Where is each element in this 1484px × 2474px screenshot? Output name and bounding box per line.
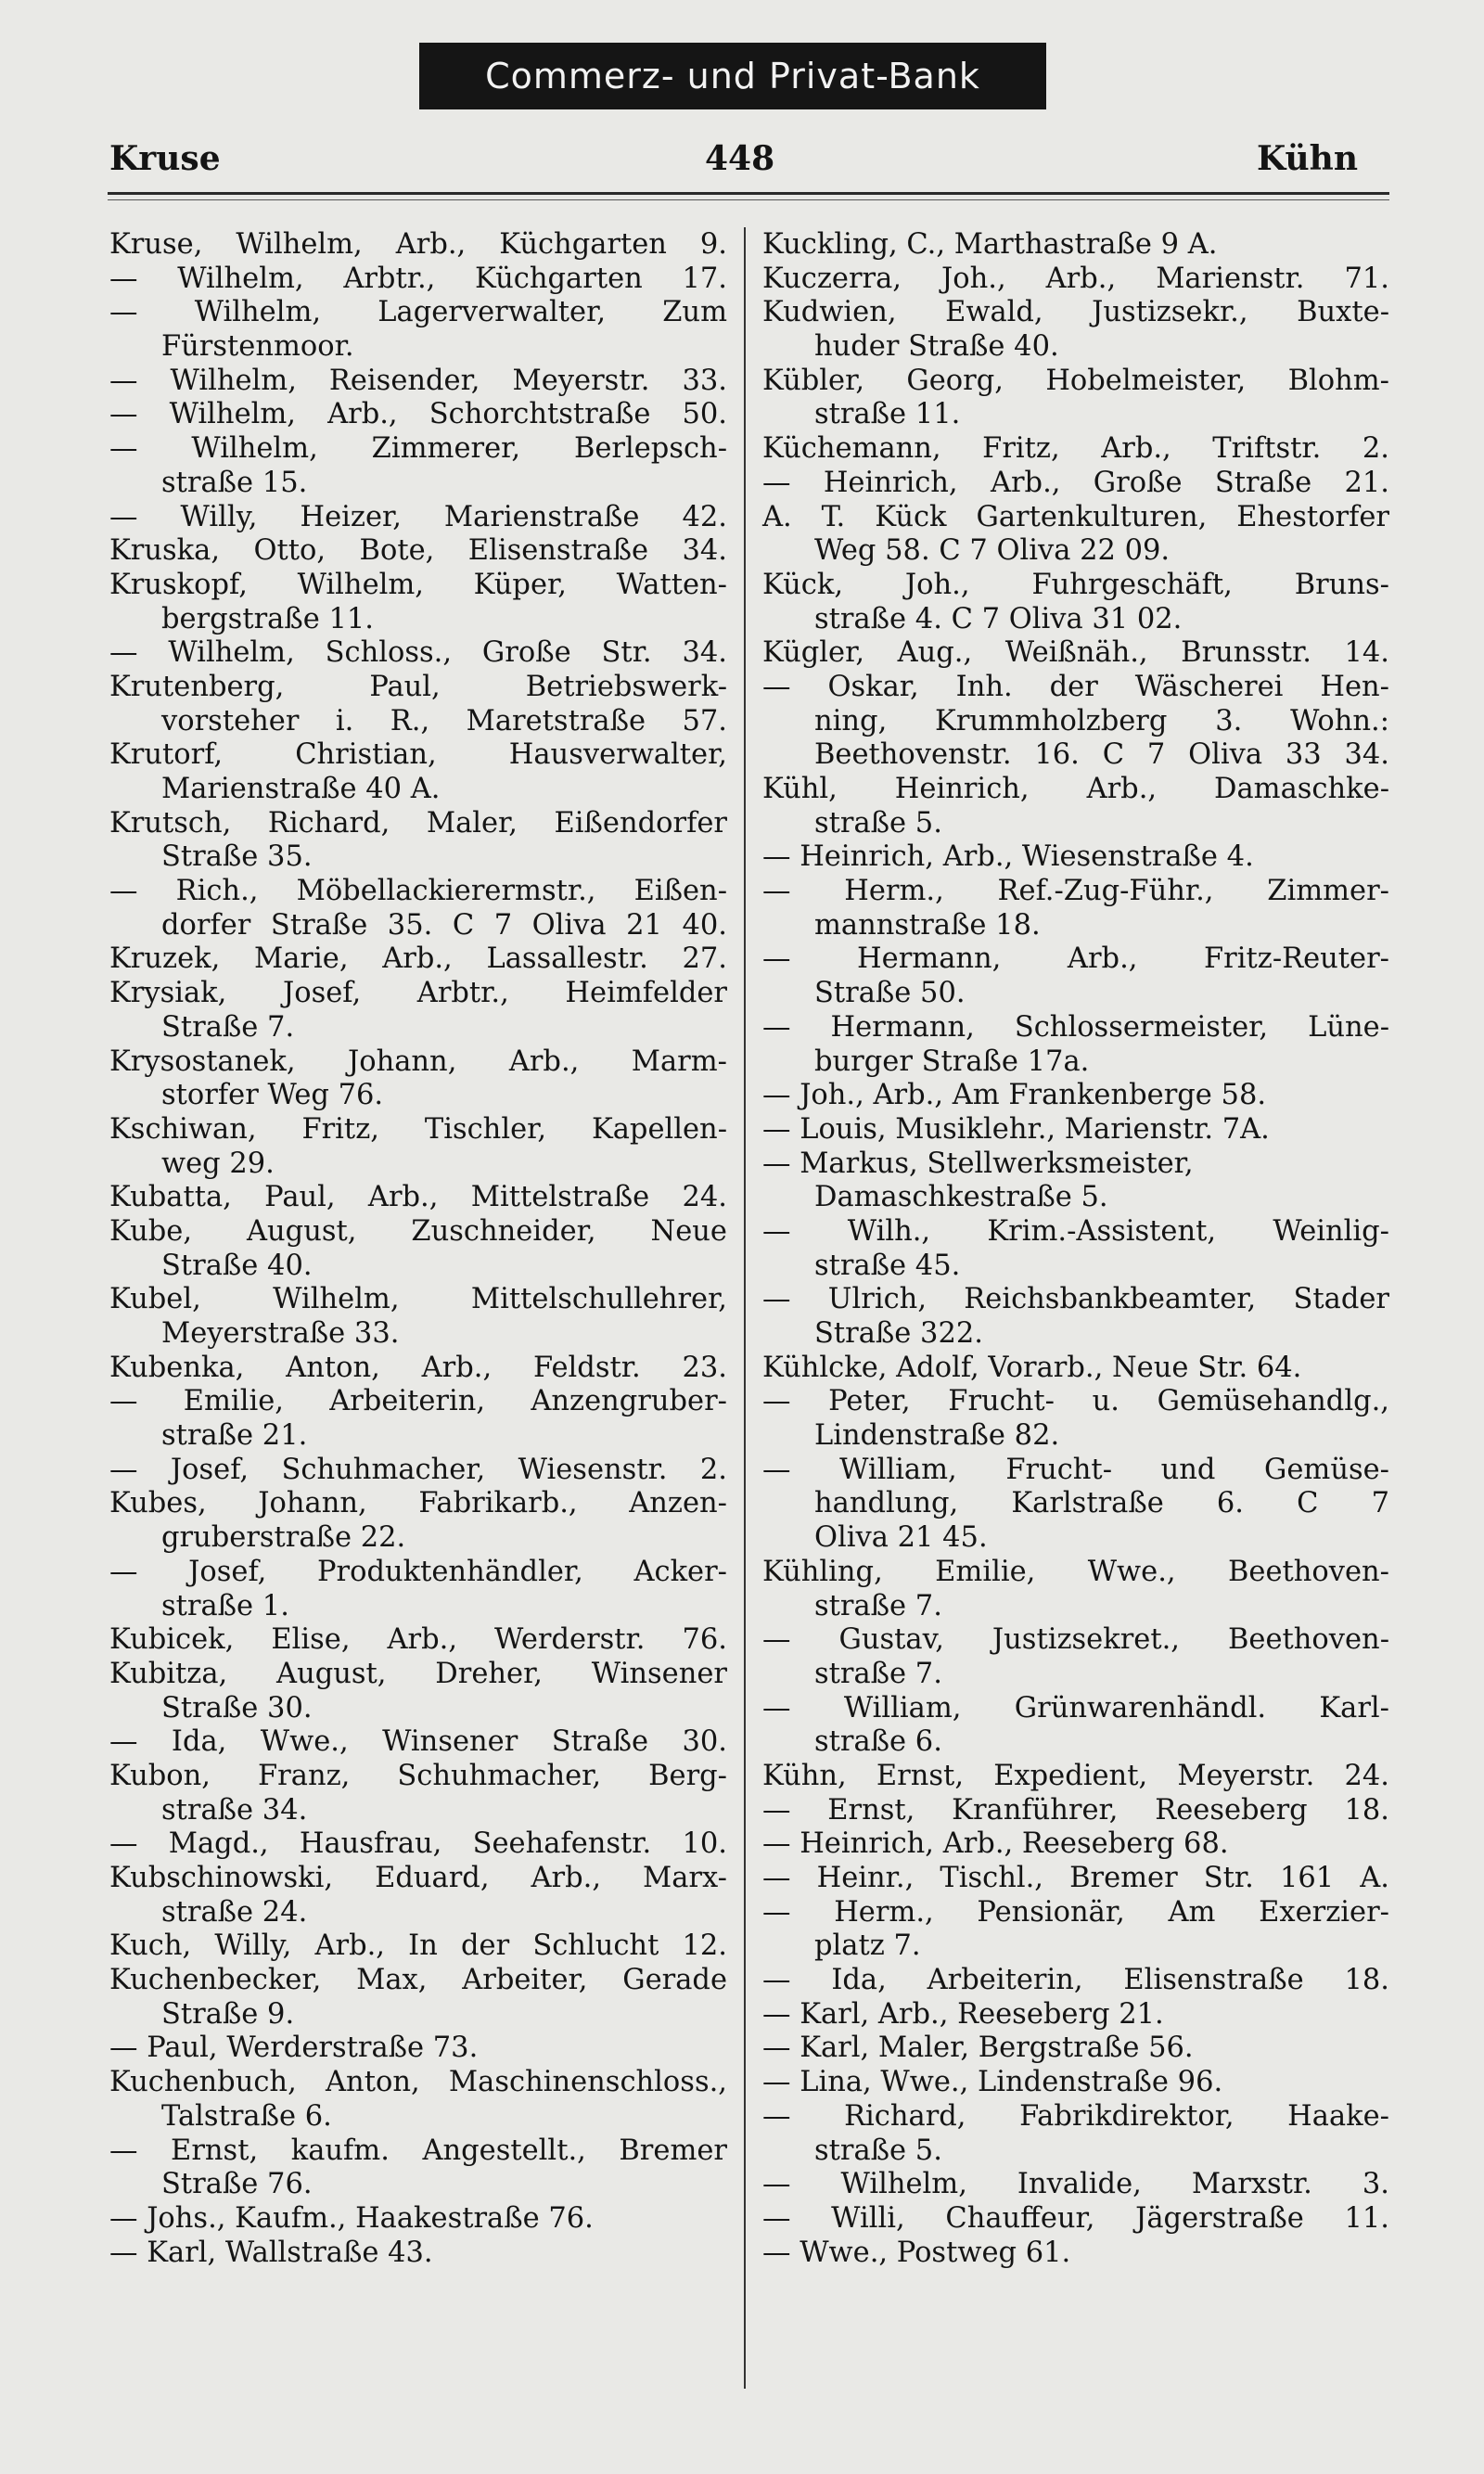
- header-rule: [108, 192, 1389, 195]
- directory-line: straße 11.: [814, 398, 961, 431]
- directory-line: — Karl, Wallstraße 43.: [109, 2236, 433, 2269]
- directory-line: — Ida, Wwe., Winsener Straße 30.: [109, 1725, 727, 1759]
- directory-line: straße 24.: [161, 1895, 308, 1929]
- directory-line: platz 7.: [814, 1929, 921, 1963]
- directory-line: Kube, August, Zuschneider, Neue: [109, 1214, 727, 1248]
- directory-line: Straße 35.: [161, 840, 313, 874]
- directory-line: Straße 50.: [814, 977, 966, 1010]
- directory-line: huder Straße 40.: [814, 330, 1059, 364]
- directory-line: Kübler, Georg, Hobelmeister, Blohm-: [762, 364, 1389, 397]
- bank-banner: Commerz- und Privat-Bank: [419, 43, 1046, 109]
- directory-line: — William, Frucht- und Gemüse-: [762, 1453, 1389, 1486]
- directory-line: — Magd., Hausfrau, Seehafenstr. 10.: [109, 1827, 727, 1861]
- directory-line: Straße 322.: [814, 1317, 983, 1350]
- directory-line: Marienstraße 40 A.: [161, 773, 441, 805]
- directory-line: — Wilhelm, Invalide, Marxstr. 3.: [762, 2168, 1389, 2201]
- directory-line: Straße 76.: [161, 2168, 313, 2201]
- directory-line: Kudwien, Ewald, Justizsekr., Buxte-: [762, 296, 1389, 329]
- left-column: [109, 228, 727, 2270]
- directory-line: Kück, Joh., Fuhrgeschäft, Bruns-: [762, 568, 1389, 601]
- directory-line: Straße 30.: [161, 1691, 313, 1724]
- header-right-keyword: Kühn: [1257, 139, 1359, 178]
- directory-line: — Karl, Maler, Bergstraße 56.: [762, 2032, 1194, 2065]
- directory-line: — Hermann, Arb., Fritz-Reuter-: [762, 942, 1389, 976]
- directory-line: Kubel, Wilhelm, Mittelschullehrer,: [109, 1283, 727, 1316]
- directory-line: straße 7.: [814, 1589, 942, 1622]
- directory-line: straße 34.: [161, 1793, 308, 1827]
- directory-line: Kuch, Willy, Arb., In der Schlucht 12.: [109, 1929, 727, 1963]
- directory-line: — Oskar, Inh. der Wäscherei Hen-: [762, 670, 1389, 703]
- right-column: [762, 228, 1389, 2270]
- directory-line: bergstraße 11.: [161, 602, 374, 635]
- directory-line: — Karl, Arb., Reeseberg 21.: [762, 1997, 1164, 2031]
- directory-line: Damaschkestraße 5.: [814, 1181, 1108, 1214]
- directory-line: Kubon, Franz, Schuhmacher, Berg-: [109, 1759, 727, 1792]
- directory-line: vorsteher i. R., Maretstraße 57.: [161, 704, 727, 737]
- directory-line: — Willi, Chauffeur, Jägerstraße 11.: [762, 2201, 1389, 2235]
- directory-line: burger Straße 17a.: [814, 1045, 1090, 1078]
- directory-line: Kschiwan, Fritz, Tischler, Kapellen-: [109, 1112, 727, 1146]
- directory-line: Kuczerra, Joh., Arb., Marienstr. 71.: [762, 262, 1389, 295]
- directory-line: Krutenberg, Paul, Betriebswerk-: [109, 670, 727, 703]
- directory-line: — Wilhelm, Lagerverwalter, Zum: [109, 296, 727, 329]
- directory-line: — Wilhelm, Arbtr., Küchgarten 17.: [109, 262, 727, 295]
- directory-line: — Wilhelm, Zimmerer, Berlepsch-: [109, 432, 727, 466]
- directory-line: — Wilhelm, Reisender, Meyerstr. 33.: [109, 364, 727, 397]
- directory-line: Kubicek, Elise, Arb., Werderstr. 76.: [109, 1623, 727, 1657]
- directory-line: straße 15.: [161, 466, 308, 499]
- header-left-keyword: Kruse: [109, 139, 221, 178]
- directory-line: — Ernst, kaufm. Angestellt., Bremer: [109, 2134, 727, 2167]
- directory-line: Kühlcke, Adolf, Vorarb., Neue Str. 64.: [762, 1351, 1302, 1384]
- directory-line: — Gustav, Justizsekret., Beethoven-: [762, 1623, 1389, 1657]
- directory-line: straße 6.: [814, 1725, 942, 1759]
- directory-line: — Hermann, Schlossermeister, Lüne-: [762, 1010, 1389, 1044]
- directory-line: Oliva 21 45.: [814, 1521, 988, 1555]
- directory-line: Kruse, Wilhelm, Arb., Küchgarten 9.: [109, 228, 727, 261]
- directory-line: straße 4. C 7 Oliva 31 02.: [814, 602, 1183, 635]
- directory-line: — Richard, Fabrikdirektor, Haake-: [762, 2099, 1389, 2133]
- directory-line: Kruska, Otto, Bote, Elisenstraße 34.: [109, 534, 727, 568]
- directory-line: — Ernst, Kranführer, Reeseberg 18.: [762, 1793, 1389, 1827]
- directory-line: — Wilhelm, Arb., Schorchtstraße 50.: [109, 398, 727, 431]
- directory-line: — Josef, Produktenhändler, Acker-: [109, 1555, 727, 1588]
- directory-line: — Heinrich, Arb., Reeseberg 68.: [762, 1827, 1229, 1861]
- directory-line: — William, Grünwarenhändl. Karl-: [762, 1691, 1389, 1724]
- directory-line: ning, Krummholzberg 3. Wohn.:: [814, 704, 1389, 737]
- directory-line: Krysostanek, Johann, Arb., Marm-: [109, 1045, 727, 1078]
- directory-line: Kuchenbuch, Anton, Maschinenschloss.,: [109, 2066, 727, 2099]
- directory-line: straße 5.: [814, 806, 942, 840]
- directory-line: Straße 7.: [161, 1010, 295, 1044]
- directory-line: Kühling, Emilie, Wwe., Beethoven-: [762, 1555, 1389, 1588]
- directory-line: — Emilie, Arbeiterin, Anzengruber-: [109, 1385, 727, 1418]
- directory-line: straße 21.: [161, 1419, 308, 1453]
- directory-line: Krysiak, Josef, Arbtr., Heimfelder: [109, 977, 727, 1010]
- directory-line: Kügler, Aug., Weißnäh., Brunsstr. 14.: [762, 636, 1389, 670]
- directory-line: Kubenka, Anton, Arb., Feldstr. 23.: [109, 1351, 727, 1384]
- directory-line: — Peter, Frucht- u. Gemüsehandlg.,: [762, 1385, 1389, 1418]
- directory-line: — Paul, Werderstraße 73.: [109, 2032, 479, 2065]
- directory-line: — Heinrich, Arb., Wiesenstraße 4.: [762, 840, 1254, 874]
- directory-line: Kubatta, Paul, Arb., Mittelstraße 24.: [109, 1181, 727, 1214]
- directory-line: straße 5.: [814, 2134, 942, 2167]
- directory-line: Kuchenbecker, Max, Arbeiter, Gerade: [109, 1964, 727, 1997]
- directory-line: — Herm., Ref.-Zug-Führ., Zimmer-: [762, 875, 1389, 908]
- directory-line: — Herm., Pensionär, Am Exerzier-: [762, 1895, 1389, 1929]
- directory-line: handlung, Karlstraße 6. C 7: [814, 1487, 1389, 1520]
- directory-line: — Lina, Wwe., Lindenstraße 96.: [762, 2066, 1223, 2099]
- directory-line: Kruzek, Marie, Arb., Lassallestr. 27.: [109, 942, 727, 976]
- directory-line: Kruskopf, Wilhelm, Küper, Watten-: [109, 568, 727, 601]
- directory-line: — Willy, Heizer, Marienstraße 42.: [109, 500, 727, 533]
- directory-line: Krutorf, Christian, Hausverwalter,: [109, 738, 727, 772]
- directory-line: storfer Weg 76.: [161, 1079, 384, 1112]
- directory-line: Kühn, Ernst, Expedient, Meyerstr. 24.: [762, 1759, 1389, 1792]
- directory-line: A. T. Kück Gartenkulturen, Ehestorfer: [762, 500, 1389, 533]
- directory-line: — Joh., Arb., Am Frankenberge 58.: [762, 1079, 1267, 1112]
- directory-line: Kubschinowski, Eduard, Arb., Marx-: [109, 1862, 727, 1894]
- directory-line: Beethovenstr. 16. C 7 Oliva 33 34.: [814, 738, 1389, 772]
- directory-line: straße 7.: [814, 1657, 942, 1690]
- directory-line: — Heinrich, Arb., Große Straße 21.: [762, 466, 1389, 499]
- directory-line: Kubitza, August, Dreher, Winsener: [109, 1657, 727, 1690]
- header-rule-thin: [108, 199, 1389, 200]
- directory-line: Meyerstraße 33.: [161, 1317, 400, 1350]
- directory-line: Krutsch, Richard, Maler, Eißendorfer: [109, 806, 727, 840]
- page-number: 448: [705, 139, 775, 178]
- directory-line: straße 45.: [814, 1249, 961, 1282]
- directory-line: — Markus, Stellwerksmeister,: [762, 1147, 1194, 1180]
- directory-line: gruberstraße 22.: [161, 1521, 406, 1555]
- directory-line: — Wilh., Krim.-Assistent, Weinlig-: [762, 1214, 1389, 1248]
- directory-line: mannstraße 18.: [814, 908, 1041, 942]
- directory-line: — Wilhelm, Schloss., Große Str. 34.: [109, 636, 727, 670]
- directory-line: Kuckling, C., Marthastraße 9 A.: [762, 228, 1218, 261]
- directory-line: Küchemann, Fritz, Arb., Triftstr. 2.: [762, 432, 1389, 466]
- directory-line: Kühl, Heinrich, Arb., Damaschke-: [762, 773, 1389, 805]
- directory-line: — Ulrich, Reichsbankbeamter, Stader: [762, 1283, 1389, 1316]
- directory-line: Straße 40.: [161, 1249, 313, 1282]
- directory-line: Kubes, Johann, Fabrikarb., Anzen-: [109, 1487, 727, 1520]
- directory-line: Talstraße 6.: [161, 2099, 332, 2133]
- directory-line: Fürstenmoor.: [161, 330, 354, 364]
- directory-line: — Heinr., Tischl., Bremer Str. 161 A.: [762, 1862, 1389, 1894]
- directory-line: Straße 9.: [161, 1997, 295, 2031]
- directory-line: — Louis, Musiklehr., Marienstr. 7A.: [762, 1112, 1270, 1146]
- directory-line: — Rich., Möbellackierermstr., Eißen-: [109, 875, 727, 908]
- directory-line: weg 29.: [161, 1147, 275, 1180]
- directory-line: — Johs., Kaufm., Haakestraße 76.: [109, 2201, 594, 2235]
- directory-line: — Josef, Schuhmacher, Wiesenstr. 2.: [109, 1453, 727, 1486]
- directory-line: dorfer Straße 35. C 7 Oliva 21 40.: [161, 908, 727, 942]
- directory-line: Weg 58. C 7 Oliva 22 09.: [814, 534, 1171, 568]
- directory-line: — Wwe., Postweg 61.: [762, 2236, 1071, 2269]
- column-divider: [744, 227, 746, 2389]
- directory-line: — Ida, Arbeiterin, Elisenstraße 18.: [762, 1964, 1389, 1997]
- directory-line: Lindenstraße 82.: [814, 1419, 1060, 1453]
- directory-line: straße 1.: [161, 1589, 289, 1622]
